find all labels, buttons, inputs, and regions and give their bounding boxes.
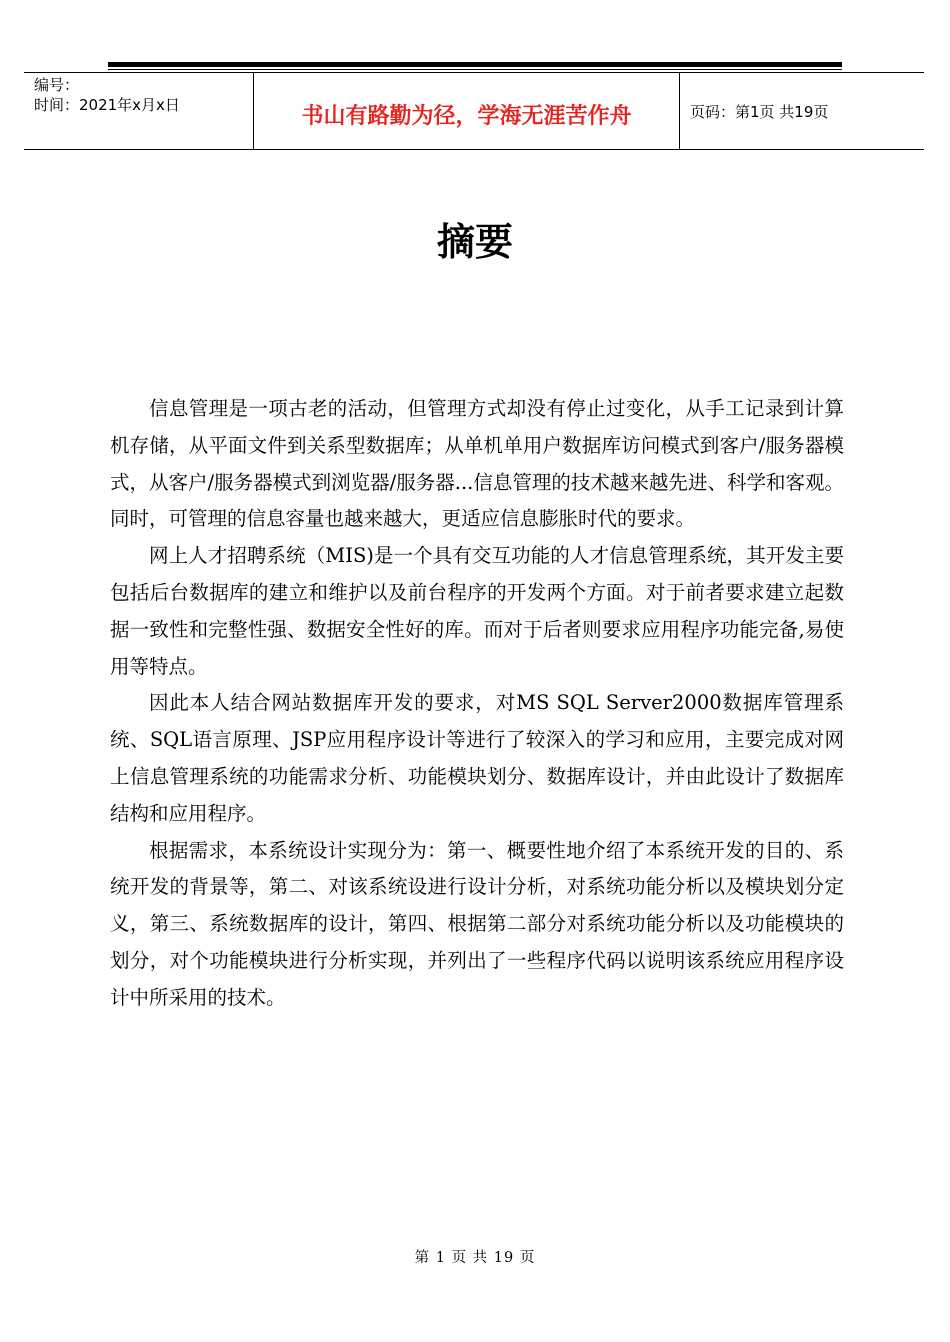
header-meta-cell: [24, 73, 254, 149]
page-title: 摘要: [436, 220, 513, 264]
header-page-cell: [680, 73, 924, 149]
paragraph-2: 网上人才招聘系统（MIS)是一个具有交互功能的人才信息管理系统，其开发主要包括后台数据库的建立和维护以及前台程序的开发两个方面。对于前者要求建立起数据一致性和完整性强、数据安全性好的库。而对于后者则要求应用程序功能完备,易使用等特点。: [110, 544, 844, 678]
date-label: 时间：2021年x月x日: [34, 96, 180, 114]
header-motto-cell: [254, 73, 680, 149]
paragraph-1: 信息管理是一项古老的活动，但管理方式却没有停止过变化，从手工记录到计算机存储，从平面文件到关系型数据库；从单机单用户数据库访问模式到客户/服务器模式，从客户/服务器模式到浏览器/服务器...信息管理的技术越来越先进、科学和客观。同时，可管理的信息容量也越来越大，更适应信息膨胀时代的要求。: [110, 397, 844, 531]
paragraph-3: 因此本人结合网站数据库开发的要求，对MS SQL Server2000数据库管理系统、SQL语言原理、JSP应用程序设计等进行了较深入的学习和应用，主要完成对网上信息管理系统的功能需求分析、功能模块划分、数据库设计，并由此设计了数据库结构和应用程序。: [110, 691, 844, 825]
paragraph-4: 根据需求，本系统设计实现分为：第一、概要性地介绍了本系统开发的目的、系统开发的背景等，第二、对该系统设进行设计分析，对系统功能分析以及模块划分定义，第三、系统数据库的设计，第四、根据第二部分对系统功能分析以及功能模块的划分，对个功能模块进行分析实现，并列出了一些程序代码以说明该系统应用程序设计中所采用的技术。: [110, 838, 844, 1009]
header-page-info: 页码：第1页 共19页: [690, 102, 829, 121]
page-footer: 第 1 页 共 19 页: [414, 1250, 536, 1266]
header-rule-thin: [108, 69, 842, 70]
header-rule-thick: [108, 62, 842, 67]
header-table: [24, 72, 924, 150]
serial-number-label: 编号：: [34, 76, 80, 94]
motto-text: 书山有路勤为径，学海无涯苦作舟: [301, 103, 632, 129]
abstract-body: [110, 391, 844, 1017]
